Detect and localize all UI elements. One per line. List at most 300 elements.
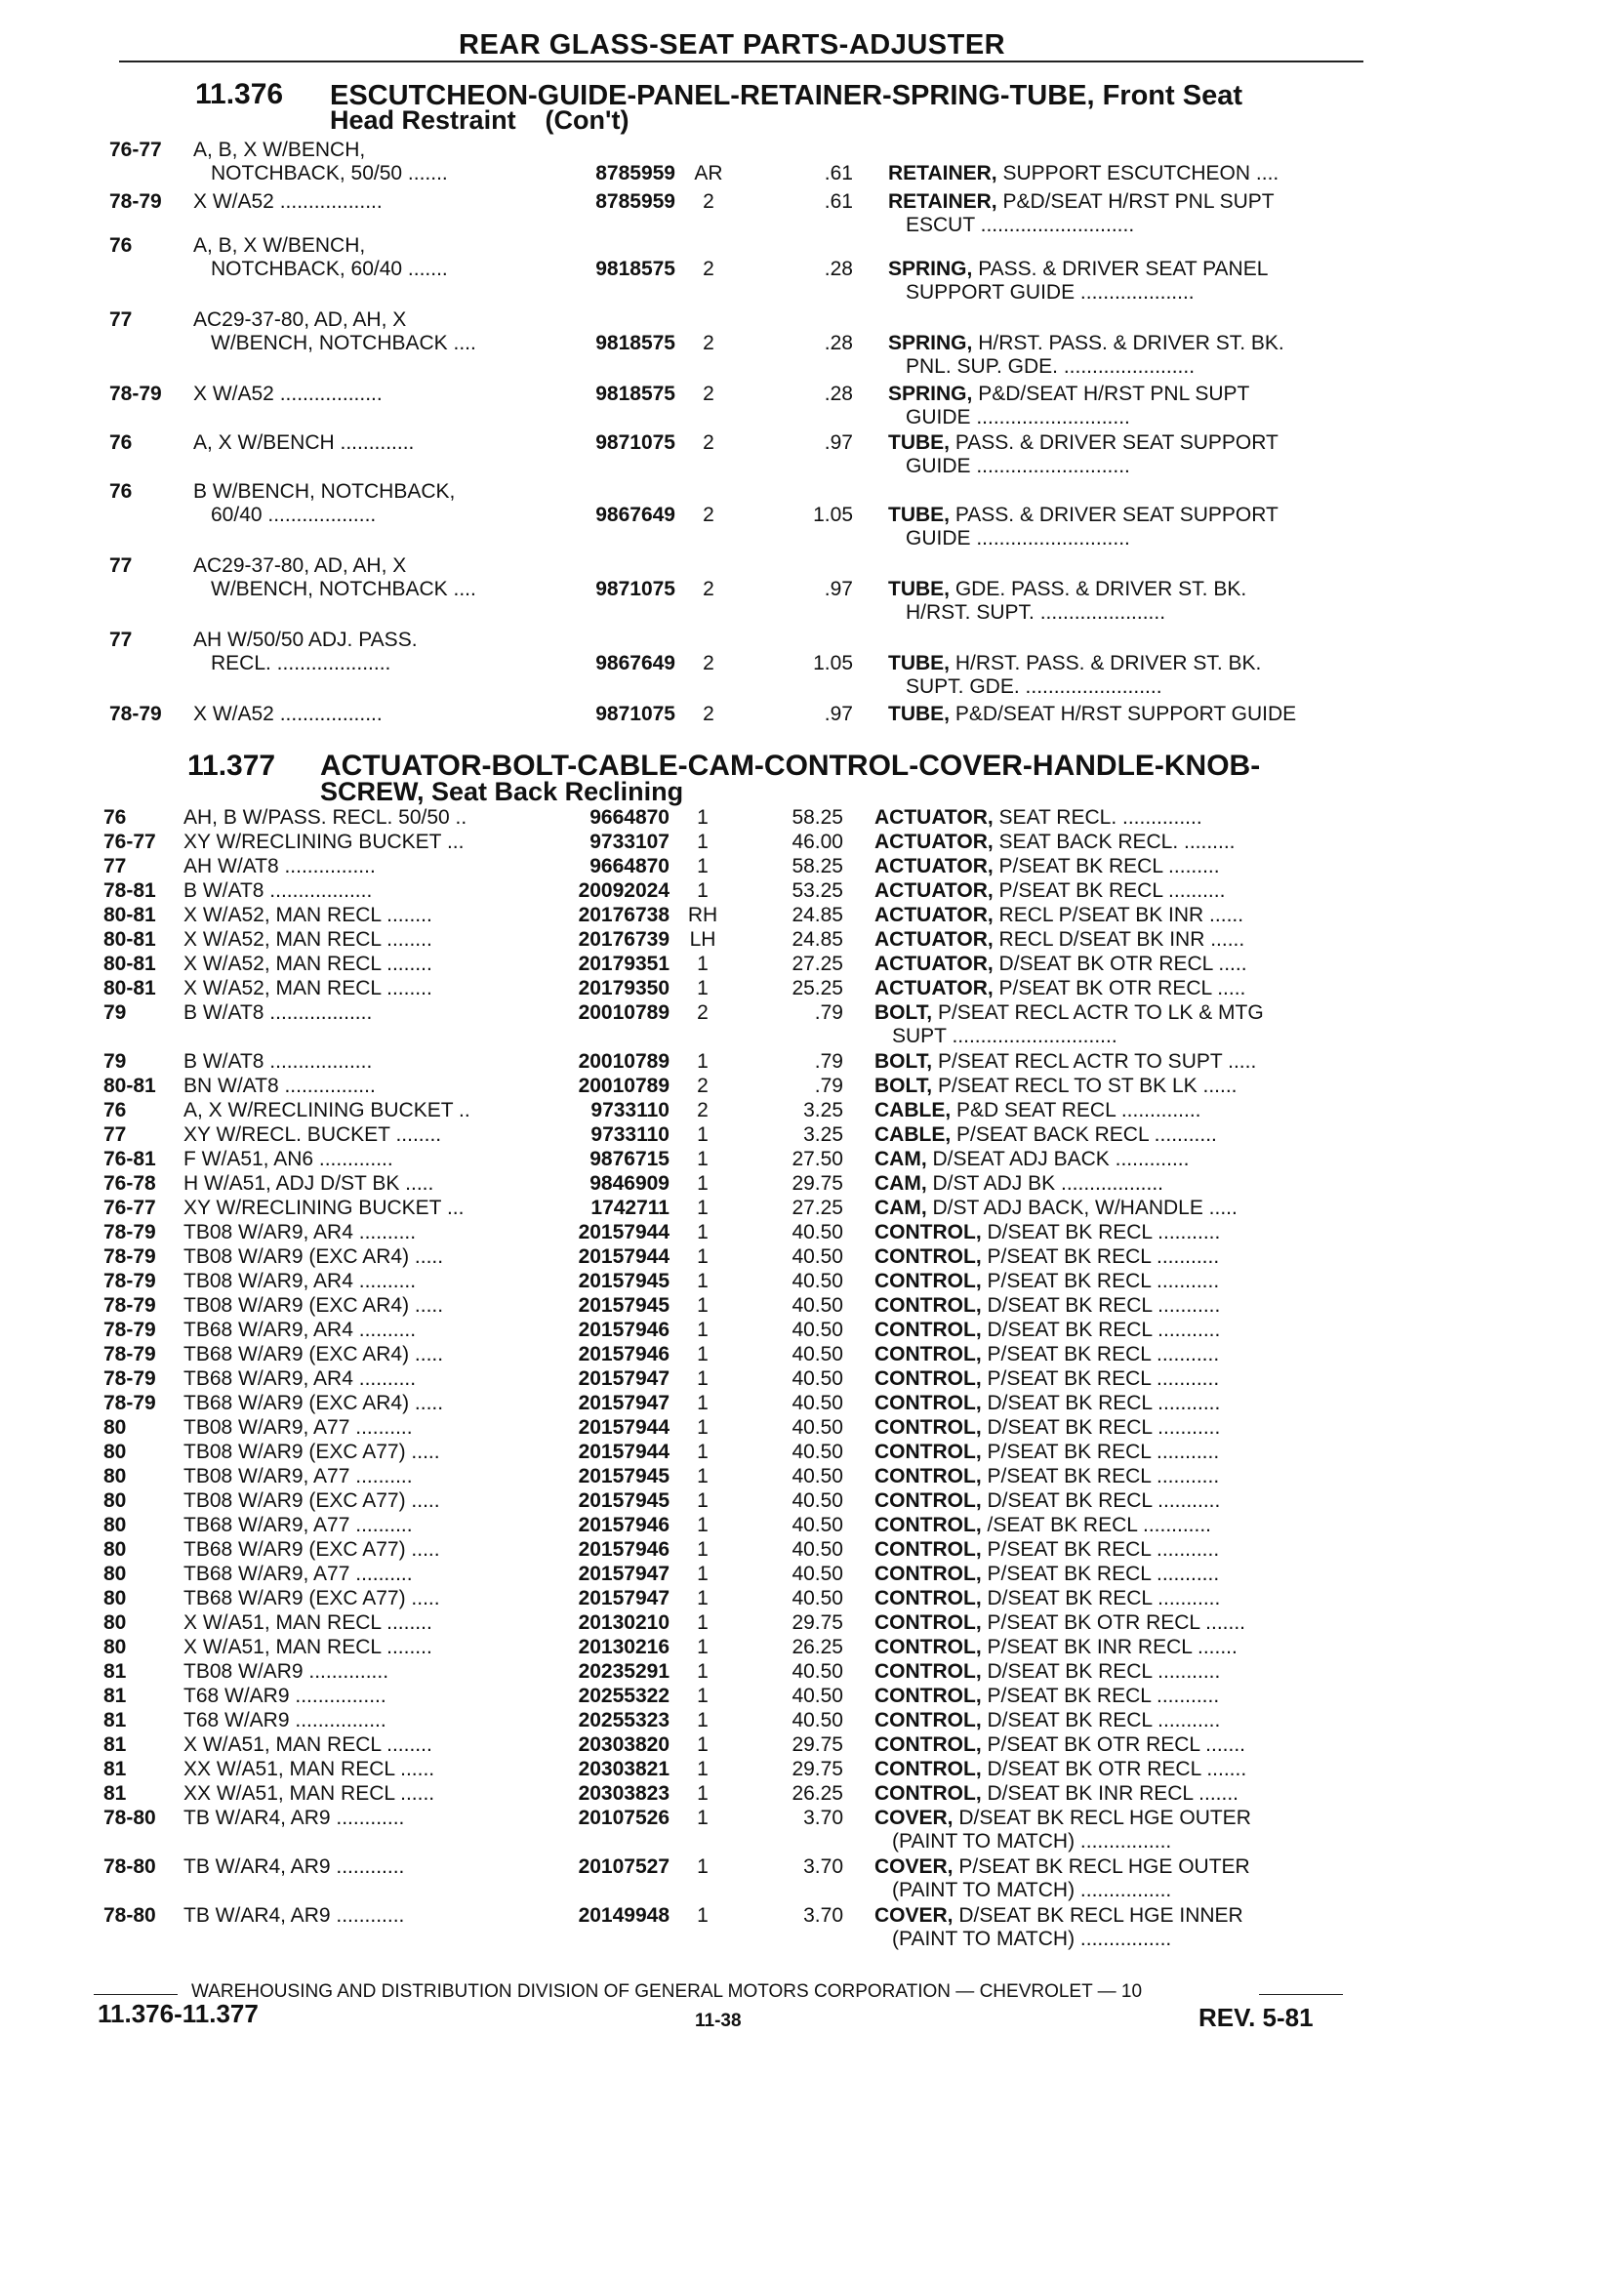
application-line-1: X W/A52, MAN RECL ........ (183, 977, 432, 999)
part-number: 20157946 (578, 1343, 670, 1365)
model-years: 78-81 (103, 879, 156, 902)
application (193, 703, 545, 726)
price: .79 (814, 1050, 843, 1073)
model-years: 76-81 (103, 1148, 156, 1170)
price: .61 (824, 190, 853, 213)
part-number: 20157946 (578, 1319, 670, 1341)
part-name: BOLT, (874, 1001, 933, 1024)
part-name: ACTUATOR, (874, 928, 994, 951)
model-years: 79 (103, 1001, 127, 1024)
price: 3.70 (803, 1904, 843, 1927)
part-name: ACTUATOR, (874, 953, 994, 975)
part-name: CONTROL, (874, 1685, 982, 1707)
part-description (874, 1489, 1362, 1513)
part-name: CABLE, (874, 1099, 952, 1121)
part-description (874, 953, 1362, 976)
description-line-2: (PAINT TO MATCH) ................ (892, 1928, 1172, 1950)
application-line-1: T68 W/AR9 ................ (183, 1709, 386, 1731)
price: 25.25 (792, 977, 843, 999)
part-name: CONTROL, (874, 1563, 982, 1585)
part-description (874, 1001, 1362, 1048)
part-name: ACTUATOR, (874, 806, 994, 829)
description-line-1: D/SEAT BK RECL ........... (981, 1416, 1221, 1439)
description-line-1: PASS. & DRIVER SEAT SUPPORT (950, 431, 1279, 454)
application (183, 831, 535, 854)
application (183, 1636, 535, 1659)
price: 58.25 (792, 855, 843, 877)
price: .97 (824, 703, 853, 725)
quantity: 1 (697, 1489, 709, 1512)
part-number: 20157945 (578, 1465, 670, 1487)
price: .79 (814, 1075, 843, 1097)
part-number: 20157947 (578, 1563, 670, 1585)
description-line-2: GUIDE ........................... (906, 406, 1130, 428)
price: 40.50 (792, 1563, 843, 1585)
price: 29.75 (792, 1172, 843, 1195)
quantity: 1 (697, 1294, 709, 1317)
model-years: 80 (103, 1587, 127, 1609)
part-description (874, 1807, 1362, 1853)
application-line-1: A, X W/BENCH ............. (193, 431, 415, 454)
part-number: 20303820 (578, 1733, 670, 1756)
part-description (874, 1148, 1362, 1171)
description-line-1: P/SEAT BK OTR RECL ....... (981, 1611, 1246, 1634)
part-name: CONTROL, (874, 1538, 982, 1561)
part-name: TUBE, (888, 504, 950, 526)
model-years: 80 (103, 1538, 127, 1561)
price: .97 (824, 431, 853, 454)
application (183, 1367, 535, 1391)
quantity: 1 (697, 1514, 709, 1536)
application (193, 234, 545, 281)
part-number: 9867649 (595, 504, 675, 526)
application-line-1: TB08 W/AR9 (EXC AR4) ..... (183, 1294, 444, 1317)
description-line-1: P/SEAT RECL ACTR TO SUPT ..... (932, 1050, 1257, 1073)
quantity: 1 (697, 1148, 709, 1170)
description-line-1: H/RST. PASS. & DRIVER ST. BK. (950, 652, 1262, 674)
part-name: CONTROL, (874, 1611, 982, 1634)
description-line-1: P/SEAT BK INR RECL ....... (981, 1636, 1238, 1658)
description-line-1: D/SEAT BK RECL ........... (981, 1319, 1221, 1341)
part-name: CONTROL, (874, 1221, 982, 1243)
part-description (874, 1441, 1362, 1464)
part-number: 9664870 (589, 806, 670, 829)
description-line-2: H/RST. SUPT. ...................... (906, 601, 1166, 624)
application-line-1: TB08 W/AR9, A77 .......... (183, 1416, 413, 1439)
application (193, 629, 545, 675)
quantity: 1 (697, 1660, 709, 1683)
part-number: 20303821 (578, 1758, 670, 1780)
quantity: RH (687, 904, 718, 926)
description-line-1: D/SEAT BK RECL ........... (981, 1587, 1221, 1609)
description-line-1: P/SEAT RECL TO ST BK LK ...... (932, 1075, 1238, 1097)
application (183, 1270, 535, 1293)
quantity: 2 (703, 703, 714, 725)
part-number: 20179351 (578, 953, 670, 975)
part-number: 20157946 (578, 1514, 670, 1536)
quantity: 1 (697, 879, 709, 902)
price: 24.85 (792, 904, 843, 926)
model-years: 77 (103, 1123, 127, 1146)
quantity: 1 (697, 1855, 709, 1878)
price: 27.50 (792, 1148, 843, 1170)
price: 58.25 (792, 806, 843, 829)
model-years: 77 (109, 554, 133, 577)
part-description (874, 1367, 1362, 1391)
part-number: 9867649 (595, 652, 675, 674)
application-line-1: TB08 W/AR9, A77 .......... (183, 1465, 413, 1487)
application (183, 806, 535, 830)
description-line-1: SUPPORT ESCUTCHEON .... (996, 162, 1279, 184)
quantity: 1 (697, 1587, 709, 1609)
description-line-1: RECL D/SEAT BK INR ...... (993, 928, 1245, 951)
application (183, 1099, 535, 1122)
section-377-number: 11.377 (187, 750, 276, 782)
quantity: 1 (697, 1392, 709, 1414)
section-376-subtitle: Head Restraint (Con't) (330, 105, 629, 135)
application-line-1: BN W/AT8 ................ (183, 1075, 376, 1097)
footer-rule-right (1259, 1994, 1343, 1995)
part-number: 20149948 (578, 1904, 670, 1927)
quantity: 1 (697, 1611, 709, 1634)
part-name: CONTROL, (874, 1270, 982, 1292)
model-years: 78-79 (103, 1343, 156, 1365)
description-line-1: PASS. & DRIVER SEAT SUPPORT (950, 504, 1279, 526)
quantity: 1 (697, 1367, 709, 1390)
application-line-1: TB08 W/AR9 (EXC AR4) ..... (183, 1245, 444, 1268)
description-line-1: D/SEAT ADJ BACK ............. (926, 1148, 1190, 1170)
model-years: 78-80 (103, 1855, 156, 1878)
part-name: CONTROL, (874, 1367, 982, 1390)
part-description (874, 806, 1362, 830)
description-line-1: PASS. & DRIVER SEAT PANEL (972, 258, 1269, 280)
part-name: BOLT, (874, 1050, 933, 1073)
application-line-1: A, B, X W/BENCH, (193, 139, 366, 161)
quantity: 2 (703, 332, 714, 354)
quantity: 2 (697, 1075, 709, 1097)
part-description (888, 258, 1376, 305)
price: 40.50 (792, 1465, 843, 1487)
part-name: CONTROL, (874, 1514, 982, 1536)
model-years: 81 (103, 1782, 127, 1805)
part-number: 20157947 (578, 1392, 670, 1414)
quantity: 1 (697, 855, 709, 877)
part-name: RETAINER, (888, 190, 997, 213)
price: 40.50 (792, 1416, 843, 1439)
quantity: 1 (697, 1050, 709, 1073)
price: 40.50 (792, 1221, 843, 1243)
application-line-1: TB68 W/AR9 (EXC AR4) ..... (183, 1343, 444, 1365)
application-line-1: B W/BENCH, NOTCHBACK, (193, 480, 456, 503)
part-number: 20010789 (578, 1075, 670, 1097)
model-years: 81 (103, 1685, 127, 1707)
description-line-1: P/SEAT BK RECL HGE OUTER (953, 1855, 1250, 1878)
application (183, 855, 535, 878)
part-number: 9846909 (589, 1172, 670, 1195)
part-name: CONTROL, (874, 1636, 982, 1658)
application (183, 1392, 535, 1415)
description-line-1: GDE. PASS. & DRIVER ST. BK. (950, 578, 1247, 600)
price: 26.25 (792, 1782, 843, 1805)
price: 40.50 (792, 1367, 843, 1390)
part-number: 20255322 (578, 1685, 670, 1707)
description-line-1: P/SEAT BK RECL ........... (981, 1367, 1220, 1390)
application-line-1: TB W/AR4, AR9 ............ (183, 1904, 405, 1927)
application (183, 1904, 535, 1928)
model-years: 80 (103, 1416, 127, 1439)
application-line-1: TB08 W/AR9 (EXC A77) ..... (183, 1489, 440, 1512)
part-number: 20157945 (578, 1294, 670, 1317)
quantity: 1 (697, 1221, 709, 1243)
description-line-1: P/SEAT BK RECL .......... (993, 879, 1226, 902)
application (183, 1563, 535, 1586)
part-number: 20303823 (578, 1782, 670, 1805)
model-years: 80 (103, 1441, 127, 1463)
part-description (874, 1563, 1362, 1586)
description-line-1: P/SEAT BACK RECL ........... (951, 1123, 1217, 1146)
application (193, 431, 545, 455)
description-line-1: P/SEAT BK RECL ........... (981, 1538, 1220, 1561)
description-line-1: SEAT BACK RECL. ......... (993, 831, 1236, 853)
part-name: COVER, (874, 1855, 954, 1878)
price: 46.00 (792, 831, 843, 853)
model-years: 81 (103, 1758, 127, 1780)
part-number: 20092024 (578, 879, 670, 902)
price: 1.05 (813, 652, 853, 674)
application-line-1: XY W/RECL. BUCKET ........ (183, 1123, 442, 1146)
part-name: CONTROL, (874, 1416, 982, 1439)
application-line-2: W/BENCH, NOTCHBACK .... (211, 578, 476, 600)
application (183, 1855, 535, 1879)
part-name: CONTROL, (874, 1733, 982, 1756)
quantity: 2 (703, 190, 714, 213)
part-name: SPRING, (888, 383, 973, 405)
part-description (874, 1172, 1362, 1196)
quantity: 1 (697, 1245, 709, 1268)
part-description (888, 703, 1376, 726)
footer-division: WAREHOUSING AND DISTRIBUTION DIVISION OF GENERAL MOTORS CORPORATION — CHEVROLET — 10 (191, 1981, 1143, 2002)
application-line-1: F W/A51, AN6 ............. (183, 1148, 393, 1170)
price: 40.50 (792, 1709, 843, 1731)
description-line-2: SUPT ............................. (892, 1025, 1117, 1047)
part-description (874, 1123, 1362, 1147)
model-years: 80 (103, 1489, 127, 1512)
application (183, 1294, 535, 1318)
quantity: 2 (703, 652, 714, 674)
part-number: 20157947 (578, 1587, 670, 1609)
part-name: CONTROL, (874, 1660, 982, 1683)
description-line-2: (PAINT TO MATCH) ................ (892, 1830, 1172, 1852)
part-name: CONTROL, (874, 1245, 982, 1268)
description-line-1: P/SEAT BK RECL ........... (981, 1245, 1220, 1268)
part-description (874, 1465, 1362, 1488)
application-line-1: XY W/RECLINING BUCKET ... (183, 831, 465, 853)
quantity: 1 (697, 831, 709, 853)
price: 27.25 (792, 953, 843, 975)
model-years: 80-81 (103, 928, 156, 951)
part-number: 9871075 (595, 578, 675, 600)
page-header: REAR GLASS-SEAT PARTS-ADJUSTER (459, 29, 1006, 61)
part-number: 9871075 (595, 703, 675, 725)
application-line-1: H W/A51, ADJ D/ST BK ..... (183, 1172, 434, 1195)
part-description (874, 1514, 1362, 1537)
quantity: 1 (697, 1782, 709, 1805)
application-line-1: XX W/A51, MAN RECL ...... (183, 1782, 435, 1805)
application-line-1: XY W/RECLINING BUCKET ... (183, 1197, 465, 1219)
model-years: 80 (103, 1514, 127, 1536)
part-number: 20157945 (578, 1270, 670, 1292)
application (193, 190, 545, 214)
part-name: TUBE, (888, 431, 950, 454)
part-number: 20130216 (578, 1636, 670, 1658)
quantity: 1 (697, 1538, 709, 1561)
application (183, 1465, 535, 1488)
application (183, 1050, 535, 1074)
application-line-1: B W/AT8 .................. (183, 1001, 373, 1024)
part-description (888, 431, 1376, 478)
application-line-1: X W/A52 .................. (193, 703, 383, 725)
part-number: 9664870 (589, 855, 670, 877)
quantity: 1 (697, 1563, 709, 1585)
quantity: 1 (697, 977, 709, 999)
price: .79 (814, 1001, 843, 1024)
part-description (874, 1343, 1362, 1366)
application-line-1: X W/A51, MAN RECL ........ (183, 1733, 432, 1756)
quantity: 2 (703, 578, 714, 600)
part-description (874, 1855, 1362, 1902)
part-name: ACTUATOR, (874, 977, 994, 999)
model-years: 77 (103, 855, 127, 877)
quantity: 1 (697, 1343, 709, 1365)
quantity: 2 (703, 431, 714, 454)
description-line-1: D/SEAT BK RECL ........... (981, 1489, 1221, 1512)
footer-rule-left (94, 1994, 178, 1995)
application (183, 1538, 535, 1562)
price: 3.25 (803, 1099, 843, 1121)
application (183, 1319, 535, 1342)
model-years: 81 (103, 1709, 127, 1731)
part-name: ACTUATOR, (874, 904, 994, 926)
part-description (874, 1636, 1362, 1659)
application-line-1: XX W/A51, MAN RECL ...... (183, 1758, 435, 1780)
description-line-1: P/SEAT RECL ACTR TO LK & MTG (932, 1001, 1264, 1024)
part-description (874, 1050, 1362, 1074)
part-description (874, 1709, 1362, 1732)
part-description (888, 332, 1376, 379)
application (183, 904, 535, 927)
quantity: 2 (697, 1001, 709, 1024)
application-line-1: B W/AT8 .................. (183, 879, 373, 902)
application-line-1: X W/A52 .................. (193, 190, 383, 213)
quantity: 1 (697, 1197, 709, 1219)
model-years: 81 (103, 1660, 127, 1683)
description-line-1: P/SEAT BK RECL ......... (993, 855, 1220, 877)
price: 40.50 (792, 1489, 843, 1512)
price: 40.50 (792, 1660, 843, 1683)
part-number: 8785959 (595, 190, 675, 213)
part-description (874, 1733, 1362, 1757)
application (183, 977, 535, 1000)
part-number: 9818575 (595, 383, 675, 405)
description-line-1: H/RST. PASS. & DRIVER ST. BK. (972, 332, 1284, 354)
part-name: COVER, (874, 1904, 954, 1927)
quantity: 1 (697, 1416, 709, 1439)
model-years: 78-80 (103, 1904, 156, 1927)
description-line-1: /SEAT BK RECL ............ (981, 1514, 1212, 1536)
part-number: 20157944 (578, 1245, 670, 1268)
footer-page-number: 11-38 (695, 2011, 742, 2031)
application (183, 1733, 535, 1757)
application-line-1: TB68 W/AR9, A77 .......... (183, 1514, 413, 1536)
model-years: 76 (109, 234, 133, 257)
description-line-1: P/SEAT BK RECL ........... (981, 1465, 1220, 1487)
part-number: 20157944 (578, 1416, 670, 1439)
application-line-1: X W/A51, MAN RECL ........ (183, 1636, 432, 1658)
price: .28 (824, 258, 853, 280)
part-description (888, 162, 1376, 185)
price: 40.50 (792, 1319, 843, 1341)
part-name: CONTROL, (874, 1587, 982, 1609)
part-description (874, 1587, 1362, 1610)
part-name: CAM, (874, 1172, 927, 1195)
price: 40.50 (792, 1587, 843, 1609)
application-line-1: X W/A51, MAN RECL ........ (183, 1611, 432, 1634)
price: 40.50 (792, 1538, 843, 1561)
part-description (874, 1099, 1362, 1122)
part-number: 20010789 (578, 1001, 670, 1024)
application-line-1: AH W/AT8 ................ (183, 855, 376, 877)
description-line-1: P&D/SEAT H/RST SUPPORT GUIDE (950, 703, 1297, 725)
application (183, 953, 535, 976)
part-number: 20010789 (578, 1050, 670, 1073)
model-years: 80-81 (103, 1075, 156, 1097)
quantity: 1 (697, 1733, 709, 1756)
part-description (874, 831, 1362, 854)
description-line-1: RECL P/SEAT BK INR ...... (993, 904, 1244, 926)
price: 24.85 (792, 928, 843, 951)
application-line-1: TB68 W/AR9, A77 .......... (183, 1563, 413, 1585)
application (183, 1245, 535, 1269)
price: 29.75 (792, 1611, 843, 1634)
part-description (888, 383, 1376, 429)
part-number: 20157944 (578, 1221, 670, 1243)
part-number: 20176739 (578, 928, 670, 951)
part-description (874, 1221, 1362, 1244)
application (183, 1782, 535, 1806)
part-description (888, 190, 1376, 237)
section-376-number: 11.376 (195, 78, 284, 110)
description-line-1: P/SEAT BK OTR RECL ..... (993, 977, 1246, 999)
application (183, 879, 535, 903)
part-name: CAM, (874, 1148, 927, 1170)
part-description (874, 1538, 1362, 1562)
price: 40.50 (792, 1514, 843, 1536)
part-description (874, 904, 1362, 927)
part-description (888, 578, 1376, 625)
quantity: 2 (697, 1099, 709, 1121)
part-name: SPRING, (888, 258, 973, 280)
description-line-1: P/SEAT BK RECL ........... (981, 1343, 1220, 1365)
application-line-1: TB08 W/AR9, AR4 .......... (183, 1221, 417, 1243)
application (183, 1001, 535, 1025)
application (193, 383, 545, 406)
model-years: 78-79 (109, 190, 162, 213)
part-name: CONTROL, (874, 1465, 982, 1487)
application-line-1: B W/AT8 .................. (183, 1050, 373, 1073)
model-years: 78-79 (103, 1221, 156, 1243)
price: .28 (824, 332, 853, 354)
application (183, 1685, 535, 1708)
